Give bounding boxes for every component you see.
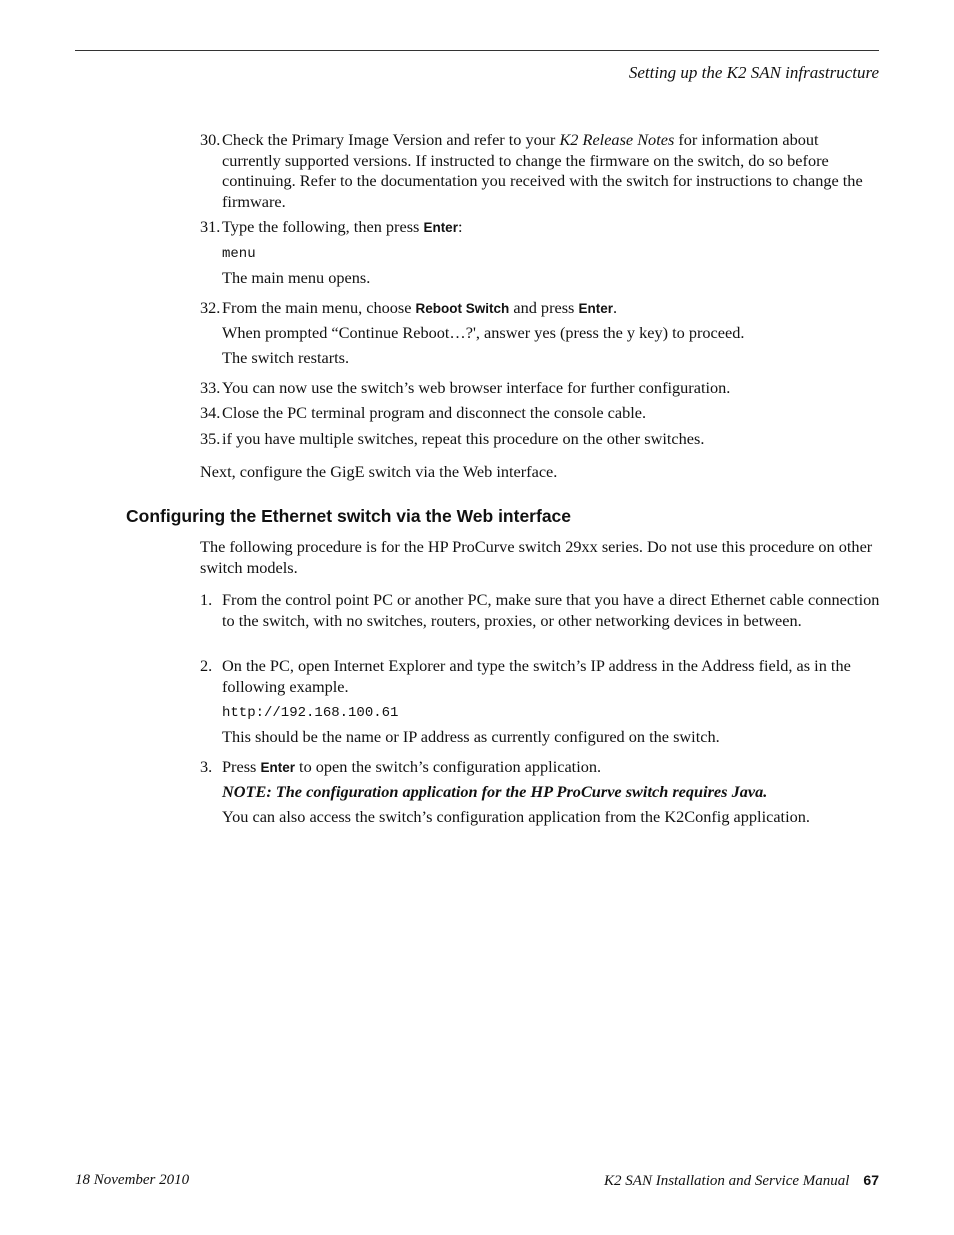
step-31 [200, 217, 880, 239]
step-30 [200, 130, 880, 212]
running-head: Setting up the K2 SAN infrastructure [628, 63, 879, 82]
step-result: The main menu opens. [222, 268, 371, 287]
step-34 [200, 403, 880, 424]
step-number: 33. [200, 378, 221, 397]
step-35 [200, 429, 880, 450]
step-result: The switch restarts. [222, 348, 350, 367]
section-heading: Configuring the Ethernet switch via the Web interface [126, 506, 572, 526]
step-number: 32. [200, 298, 221, 317]
step-number: 1. [200, 590, 213, 609]
step-result: This should be the name or IP address as currently configured on the switch. [222, 727, 720, 746]
step-text: if you have multiple switches, repeat this procedure on the other switches. [222, 429, 705, 448]
step-number: 35. [200, 429, 221, 448]
manual-title: K2 SAN Installation and Service Manual [604, 1173, 850, 1189]
section-step-1 [200, 590, 880, 631]
section-step-2 [200, 656, 880, 697]
step-text: Press Enter to open the switch’s configuration application. [222, 757, 602, 776]
footer-title-page [604, 1172, 879, 1190]
step-text: You can now use the switch’s web browser interface for further configuration. [222, 378, 731, 397]
step-text: Close the PC terminal program and disconnect the console cable. [222, 403, 647, 422]
url-example: http://192.168.100.61 [222, 705, 399, 721]
step-number: 34. [200, 403, 221, 422]
page-number: 67 [863, 1172, 879, 1188]
step-prompt-note: When prompted “Continue Reboot…?', answer yes (press the y key) to proceed. [222, 323, 745, 342]
step-text: On the PC, open Internet Explorer and type the switch’s IP address in the Address field, as in the following example. [222, 656, 851, 696]
section-step-3 [200, 757, 880, 779]
header-rule [75, 50, 879, 51]
step-text: Check the Primary Image Version and refer to your K2 Release Notes for information about currently supported versions. If instructed to change the firmware on the switch, do so before continuing. Refer to the documentation you received with the switch for instructions to change the firmware. [222, 130, 863, 211]
step-number: 2. [200, 656, 213, 675]
step-number: 31. [200, 217, 221, 236]
step-text: From the main menu, choose Reboot Switch and press Enter. [222, 298, 618, 317]
step-text: From the control point PC or another PC, make sure that you have a direct Ethernet cable connection to the switch, with no switches, routers, proxies, or other networking devices in between. [222, 590, 880, 630]
step-text: Type the following, then press Enter: [222, 217, 463, 236]
next-paragraph: Next, configure the GigE switch via the Web interface. [200, 462, 558, 481]
footer-date: 18 November 2010 [75, 1172, 190, 1188]
step-number: 3. [200, 757, 213, 776]
step-32 [200, 298, 880, 320]
key-name: Enter [578, 301, 613, 316]
key-name: Enter [423, 220, 458, 235]
section-intro: The following procedure is for the HP ProCurve switch 29xx series. Do not use this procedure on other switch models. [200, 537, 873, 577]
step-number: 30. [200, 130, 221, 149]
menu-option: Reboot Switch [415, 301, 510, 316]
key-name: Enter [260, 760, 295, 775]
step-33 [200, 378, 880, 399]
step-result: You can also access the switch’s configuration application from the K2Config application. [222, 807, 810, 826]
code-example: menu [222, 246, 256, 262]
doc-reference: K2 Release Notes [559, 130, 675, 149]
note: NOTE: The configuration application for the HP ProCurve switch requires Java. [222, 782, 768, 801]
